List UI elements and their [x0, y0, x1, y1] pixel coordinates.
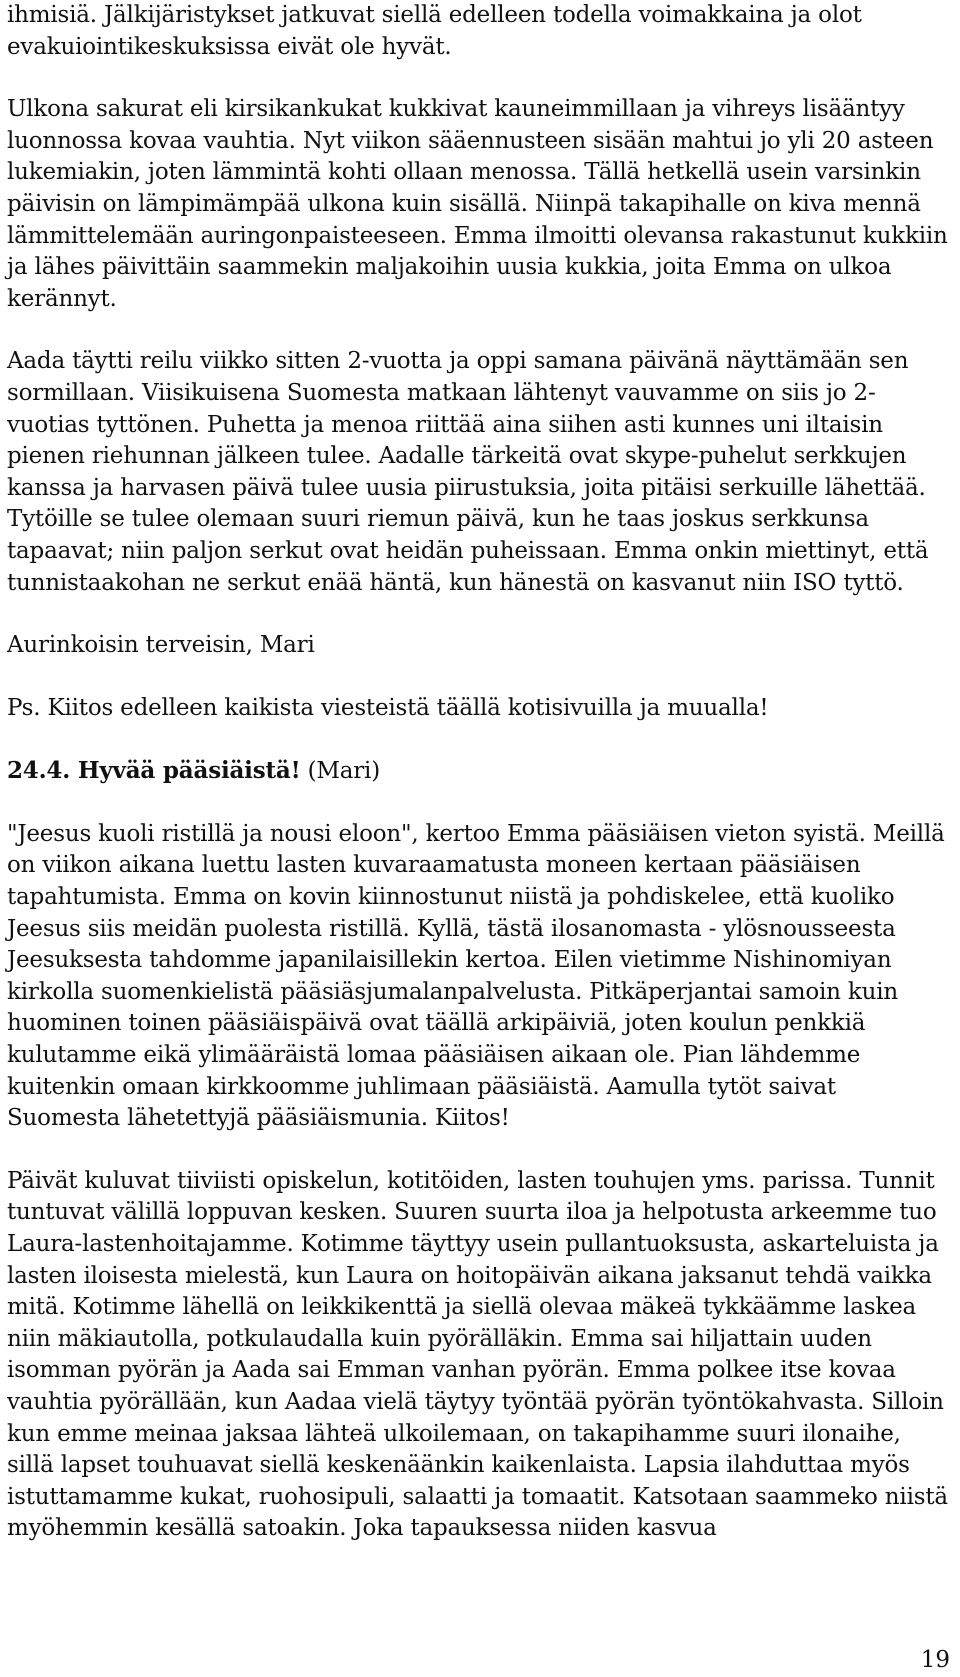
paragraph-sakura: Ulkona sakurat eli kirsikankukat kukkivat kauneimmillaan ja vihreys lisääntyy luonnossa kovaa vauhtia. Nyt viikon sääennusteen sisään mahtui jo yli 20 asteen lukemiakin, joten lämmintä kohti ollaan menossa. Tällä hetkellä usein varsinkin päivisin on lämpimämpää ulkona kuin sisällä. Niinpä takapihalle on kiva mennä lämmittelemään auringonpaisteeseen. Emma ilmoitti olevansa rakastunut kukkiin ja lähes päivittäin saammekin maljakoihin uusia kukkia, joita Emma on ulkoa kerännyt. [7, 96, 948, 312]
signature: Aurinkoisin terveisin, Mari [7, 632, 315, 659]
document-page [7, 0, 953, 1576]
paragraph-daily-life: Päivät kuluvat tiiviisti opiskelun, kotitöiden, lasten touhujen yms. parissa. Tunnit tuntuvat välillä loppuvan kesken. Suuren suurta iloa ja helpotusta arkeemme tuo Laura-lastenhoitajamme. Kotimme täyttyy usein pullantuoksusta, askarteluista ja lasten iloisesta mielestä, kun Laura on hoitopäivän aikana jaksanut tehdä vaikka mitä. Kotimme lähellä on leikkikenttä ja siellä olevaa mäkeä tykkäämme laskea niin mäkiautolla, potkulaudalla kuin pyörälläkin. Emma sai hiljattain uuden isomman pyörän ja Aada sai Emman vanhan pyörän. Emma polkee itse kovaa vauhtia pyörällään, kun Aadaa vielä täytyy työntää pyörän työntökahvasta. Silloin kun emme meinaa jaksaa lähteä ulkoilemaan, on takapihamme suuri ilonaihe, sillä lapset touhuavat siellä keskenäänkin kaikenlaista. Lapsia ilahduttaa myös istuttamamme kukat, ruohosipuli, salaatti ja tomaatit. Katsotaan saammeko niistä myöhemmin kesällä satoakin. Joka tapauksessa niiden kasvua [7, 1167, 948, 1542]
postscript: Ps. Kiitos edelleen kaikista viesteistä täällä kotisivuilla ja muualla! [7, 694, 769, 721]
paragraph-evacuation: ihmisiä. Jälkijäristykset jatkuvat siellä edelleen todella voimakkaina ja olot evakuiointikeskuksissa eivät ole hyvät. [7, 2, 862, 60]
heading-author: (Mari) [300, 758, 380, 785]
heading-date-title: 24.4. Hyvää pääsiäistä! [7, 757, 301, 785]
paragraph-aada-birthday: Aada täytti reilu viikko sitten 2-vuotta ja oppi samana päivänä näyttämään sen sormillaan. Viisikuisena Suomesta matkaan lähtenyt vauvamme on siis jo 2-vuotias tyttönen. Puhetta ja menoa riittää aina siihen asti kunnes uni iltaisin pienen riehunnan jälkeen tulee. Aadalle tärkeitä ovat skype-puhelut serkkujen kanssa ja harvasen päivä tulee uusia piirustuksia, joita pitäisi serkuille lähettää. Tytöille se tulee olemaan suuri riemun päivä, kun he taas joskus serkkunsa tapaavat; niin paljon serkut ovat heidän puheissaan. Emma onkin miettinyt, että tunnistaakohan ne serkut enää häntä, kun hänestä on kasvanut niin ISO tyttö. [7, 348, 929, 596]
page-number: 19 [920, 1647, 950, 1674]
paragraph-easter: "Jeesus kuoli ristillä ja nousi eloon", kertoo Emma pääsiäisen vieton syistä. Meillä on viikon aikana luettu lasten kuvaraamatusta moneen kertaan pääsiäisen tapahtumista. Emma on kovin kiinnostunut niistä ja pohdiskelee, että kuoliko Jeesus siis meidän puolesta ristillä. Kyllä, tästä ilosanomasta - ylösnousseesta Jeesuksesta tahdomme japanilaisillekin kertoa. Eilen vietimme Nishinomiyan kirkolla suomenkielistä pääsiäsjumalanpalvelusta. Pitkäperjantai samoin kuin huominen toinen pääsiäispäivä ovat täällä arkipäiviä, joten koulun penkkiä kulutamme eikä ylimääräistä lomaa pääsiäisen aikaan ole. Pian lähdemme kuitenkin omaan kirkkoomme juhlimaan pääsiäistä. Aamulla tytöt saivat Suomesta lähetettyjä pääsiäismunia. Kiitos! [7, 820, 945, 1132]
section-heading [7, 755, 953, 788]
